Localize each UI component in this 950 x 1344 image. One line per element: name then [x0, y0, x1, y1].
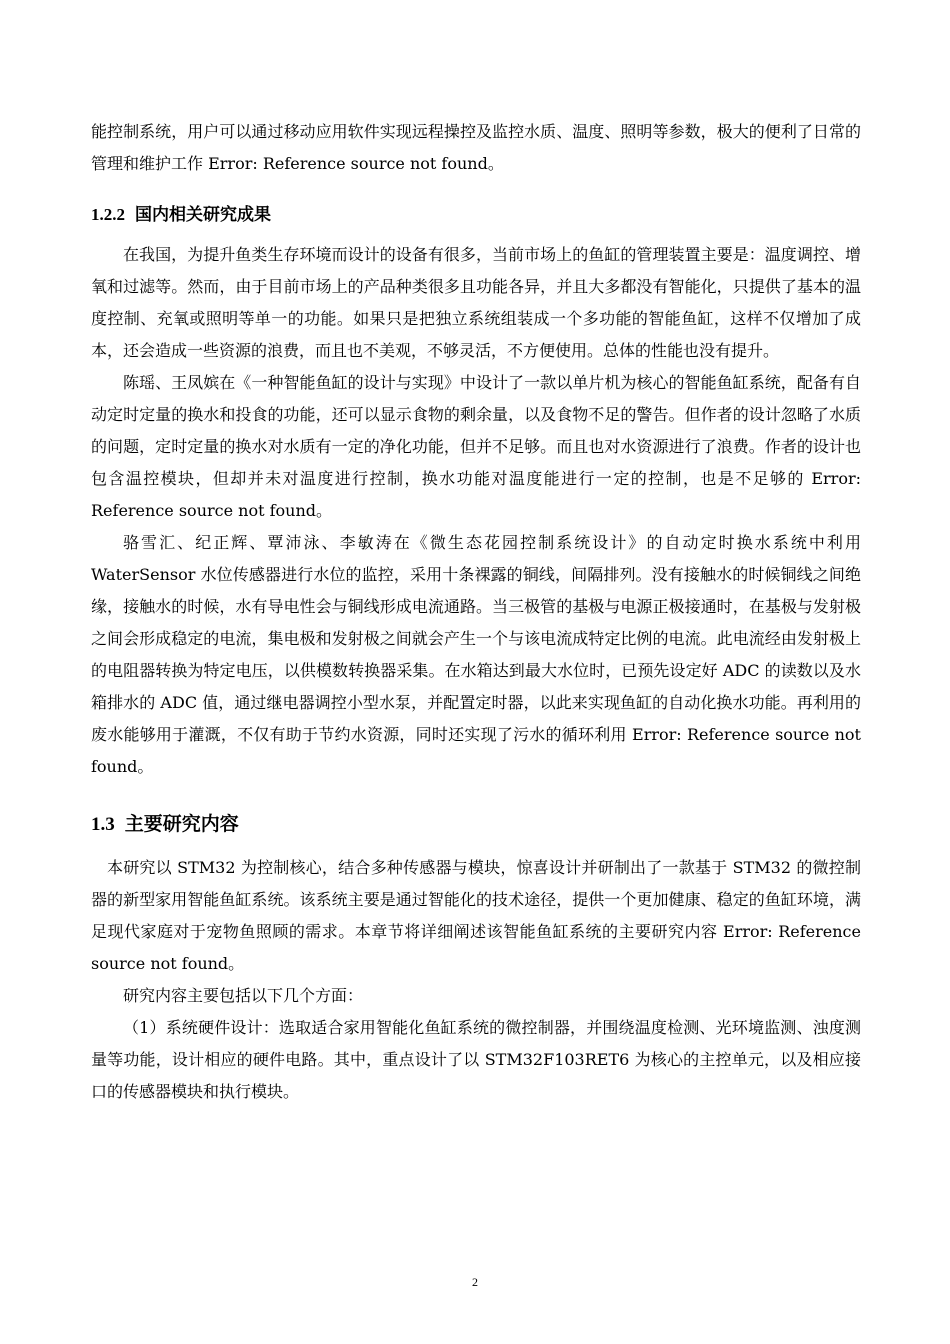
paragraph-domestic-overview: 在我国，为提升鱼类生存环境而设计的设备有很多，当前市场上的鱼缸的管理装置主要是：温度调控、增氧和过滤等。然而，由于目前市场上的产品种类很多且功能各异，并且大多都没有智能化，只提供了基本的温度控制、充氧或照明等单一的功能。如果只是把独立系统组装成一个多功能的智能鱼缸，这样不仅增加了成本，还会造成一些资源的浪费，而且也不美观，不够灵活，不方便使用。总体的性能也没有提升。 [91, 245, 861, 360]
paragraph-luo-xuehui-study: 骆雪汇、纪正辉、覃沛泳、李敏涛在《微生态花园控制系统设计》的自动定时换水系统中利用 WaterSensor 水位传感器进行水位的监控，采用十条裸露的铜线，间隔排列。没有接触水的时候铜线之间绝缘，接触水的时候，水有导电性会与铜线形成电流通路。当三极管的基极与电源正极接通时，在基极与发射极之间会形成稳定的电流，集电极和发射极之间就会产生一个与该电流成特定比例的电流。此电流经由发射极上的电阻器转换为特定电压，以供模数转换器采集。在水箱达到最大水位时，已预先设定好 ADC 的读数以及水箱排水的 ADC 值，通过继电器调控小型水泵，并配置定时器，以此来实现鱼缸的自动化换水功能。再利用的废水能够用于灌溉，不仅有助于节约水资源，同时还实现了污水的循环利用 Error: Reference source not found。 [91, 533, 861, 776]
section-number: 1.2.2 [91, 205, 125, 224]
section-heading-1-2-2 [91, 203, 861, 227]
paragraph-chen-yao-study: 陈瑶、王凤嫔在《一种智能鱼缸的设计与实现》中设计了一款以单片机为核心的智能鱼缸系统，配备有自动定时定量的换水和投食的功能，还可以显示食物的剩余量，以及食物不足的警告。但作者的设计忽略了水质的问题，定时定量的换水对水质有一定的净化功能，但并不足够。而且也对水资源进行了浪费。作者的设计也包含温控模块，但却并未对温度进行控制，换水功能对温度能进行一定的控制，也是不足够的 Error: Reference source not found。 [91, 373, 861, 520]
section-heading-1-3 [91, 811, 861, 838]
page-number: 2 [472, 1275, 478, 1289]
section-title: 国内相关研究成果 [135, 205, 271, 225]
paragraph-hardware-design: （1）系统硬件设计：选取适合家用智能化鱼缸系统的微控制器，并围绕温度检测、光环境监测、浊度测量等功能，设计相应的硬件电路。其中，重点设计了以 STM32F103RET6 为核心的主控单元，以及相应接口的传感器模块和执行模块。 [91, 1018, 861, 1101]
paragraph-research-list-intro: 研究内容主要包括以下几个方面： [123, 986, 364, 1005]
page-content [91, 116, 861, 1108]
paragraph-continued: 能控制系统，用户可以通过移动应用软件实现远程操控及监控水质、温度、照明等参数，极大的便利了日常的管理和维护工作 Error: Reference source not found。 [91, 122, 861, 173]
paragraph-research-intro: 本研究以 STM32 为控制核心，结合多种传感器与模块，惊喜设计并研制出了一款基于 STM32 的微控制器的新型家用智能鱼缸系统。该系统主要是通过智能化的技术途径，提供一个更加健康、稳定的鱼缸环境，满足现代家庭对于宠物鱼照顾的需求。本章节将详细阐述该智能鱼缸系统的主要研究内容 Error: Reference source not found。 [91, 858, 861, 973]
section-number: 1.3 [91, 814, 115, 835]
section-title: 主要研究内容 [124, 813, 239, 835]
